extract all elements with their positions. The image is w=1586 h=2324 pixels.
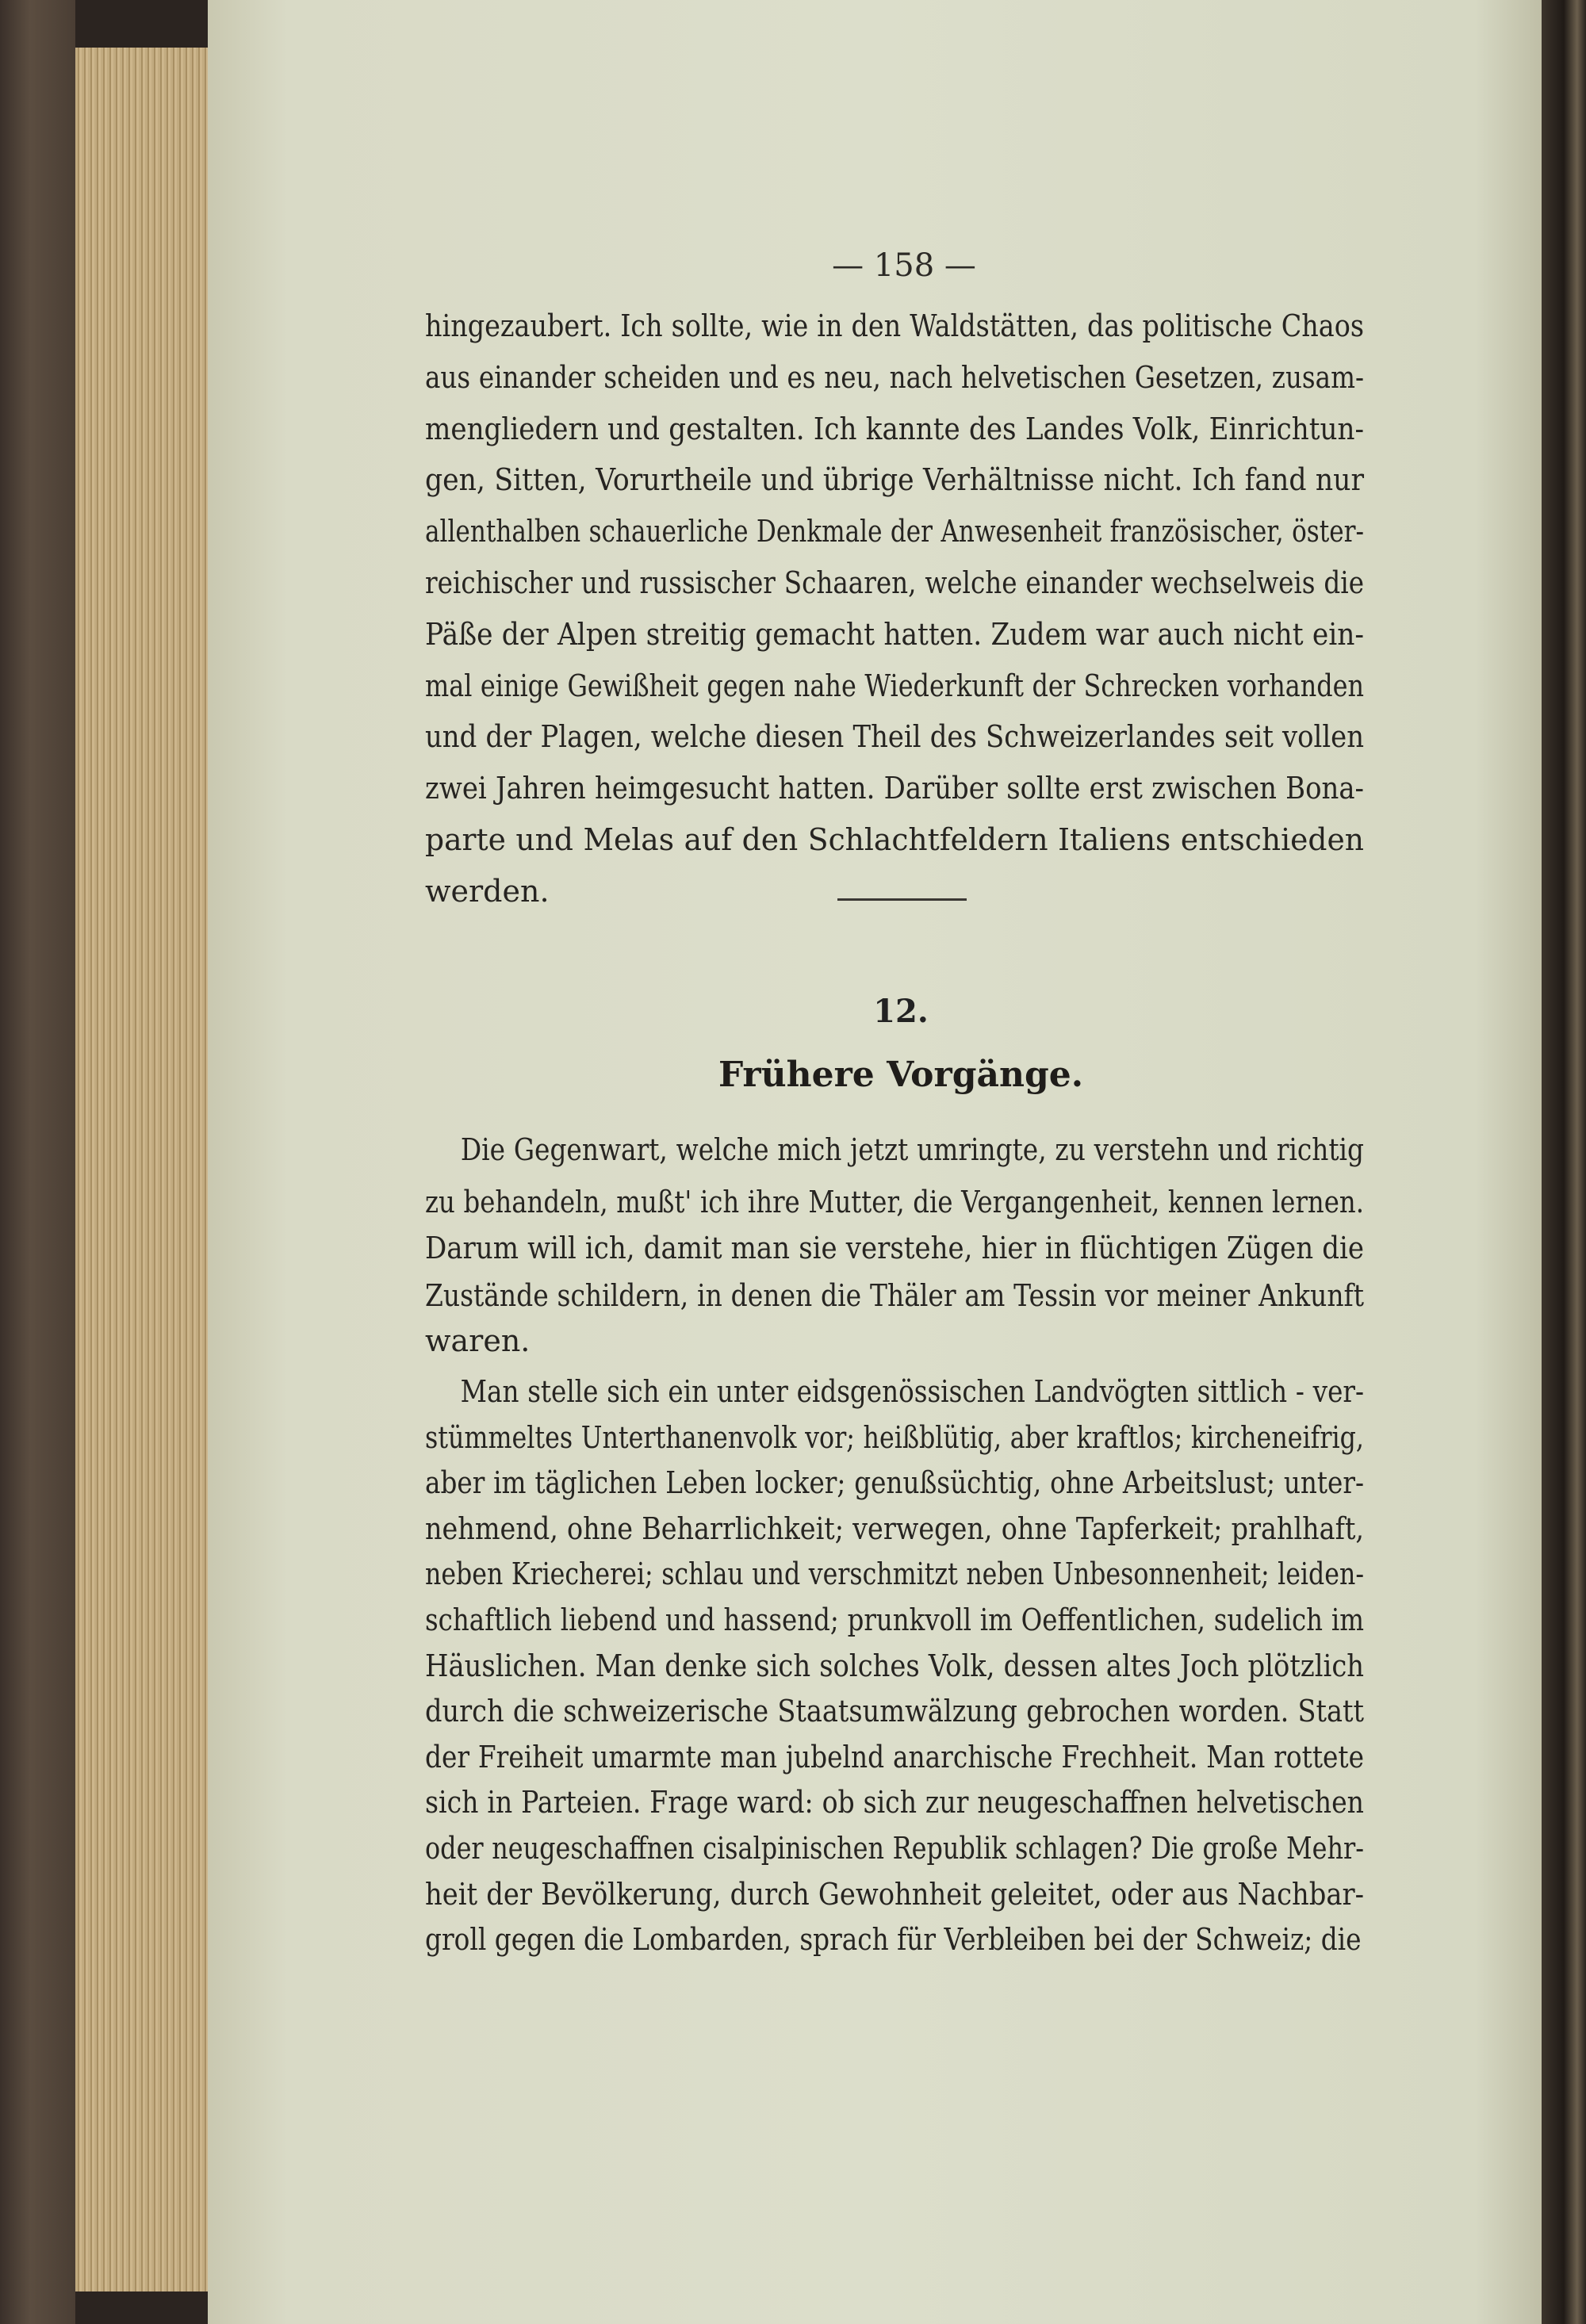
chapter-title: Frühere Vorgänge. xyxy=(718,1055,1084,1095)
text-line: gen, Sitten, Vorurtheile und übrige Verhältnisse nicht. Ich fand nur xyxy=(425,462,1364,498)
text-line: mal einige Gewißheit gegen nahe Wiederkunft der Schrecken vorhanden xyxy=(425,668,1364,703)
text-line: Häuslichen. Man denke sich solches Volk, dessen altes Joch plötzlich xyxy=(425,1648,1364,1683)
text-line: Zustände schildern, in denen die Thäler am Tessin vor meiner Ankunft xyxy=(425,1278,1364,1313)
book-binding xyxy=(0,0,75,2324)
text-line: zu behandeln, mußt' ich ihre Mutter, die Vergangenheit, kennen lernen. xyxy=(425,1185,1364,1219)
text-line: stümmeltes Unterthanenvolk vor; heißblütig, aber kraftlos; kircheneifrig, xyxy=(425,1419,1364,1455)
text-line: aber im täglichen Leben locker; genußsüchtig, ohne Arbeitslust; unter- xyxy=(425,1465,1364,1501)
chapter-number: 12. xyxy=(873,993,929,1030)
text-line: durch die schweizerische Staatsumwälzung gebrochen worden. Statt xyxy=(425,1694,1364,1729)
section-divider xyxy=(837,898,967,901)
page-number: — 158 — xyxy=(832,247,976,284)
text-line: Man stelle sich ein unter eidsgenössischen Landvögten sittlich - ver- xyxy=(460,1374,1364,1409)
text-line: heit der Bevölkerung, durch Gewohnheit geleitet, oder aus Nachbar- xyxy=(425,1876,1364,1912)
text-line: reichischer und russischer Schaaren, welche einander wechselweis die xyxy=(425,565,1364,600)
page-edges xyxy=(75,48,210,2291)
text-line: sich in Parteien. Frage ward: ob sich zur neugeschaffnen helvetischen xyxy=(425,1785,1364,1821)
facing-page-edge xyxy=(1542,0,1586,2324)
text-line: aus einander scheiden und es neu, nach helvetischen Gesetzen, zusam- xyxy=(425,359,1364,395)
text-line: allenthalben schauerliche Denkmale der Anwesenheit französischer, öster- xyxy=(425,514,1364,549)
text-line: zwei Jahren heimgesucht hatten. Darüber sollte erst zwischen Bona- xyxy=(425,771,1364,806)
text-line: groll gegen die Lombarden, sprach für Verbleiben bei der Schweiz; die xyxy=(425,1922,1362,1958)
text-line: nehmend, ohne Beharrlichkeit; verwegen, ohne Tapferkeit; prahlhaft, xyxy=(425,1510,1364,1546)
text-line: und der Plagen, welche diesen Theil des Schweizerlandes seit vollen xyxy=(425,719,1364,755)
text-line: neben Kriecherei; schlau und verschmitzt neben Unbesonnenheit; leiden- xyxy=(425,1556,1364,1592)
text-line: waren. xyxy=(425,1323,531,1358)
text-line: mengliedern und gestalten. Ich kannte des Landes Volk, Einrichtun- xyxy=(425,411,1364,446)
text-line: werden. xyxy=(425,873,550,909)
text-line: der Freiheit umarmte man jubelnd anarchische Frechheit. Man rottete xyxy=(425,1739,1364,1775)
text-line: schaftlich liebend und hassend; prunkvoll im Oeffentlichen, sudelich im xyxy=(425,1602,1364,1637)
text-line: Päße der Alpen streitig gemacht hatten. Zudem war auch nicht ein- xyxy=(425,616,1364,652)
text-line: Die Gegenwart, welche mich jetzt umringte, zu verstehn und richtig xyxy=(460,1132,1365,1167)
text-line: oder neugeschaffnen cisalpinischen Republik schlagen? Die große Mehr- xyxy=(425,1831,1364,1866)
text-line: Darum will ich, damit man sie verstehe, hier in flüchtigen Zügen die xyxy=(425,1231,1364,1265)
text-line: hingezaubert. Ich sollte, wie in den Waldstätten, das politische Chaos xyxy=(425,308,1364,343)
text-line: parte und Melas auf den Schlachtfeldern Italiens entschieden xyxy=(425,822,1364,857)
